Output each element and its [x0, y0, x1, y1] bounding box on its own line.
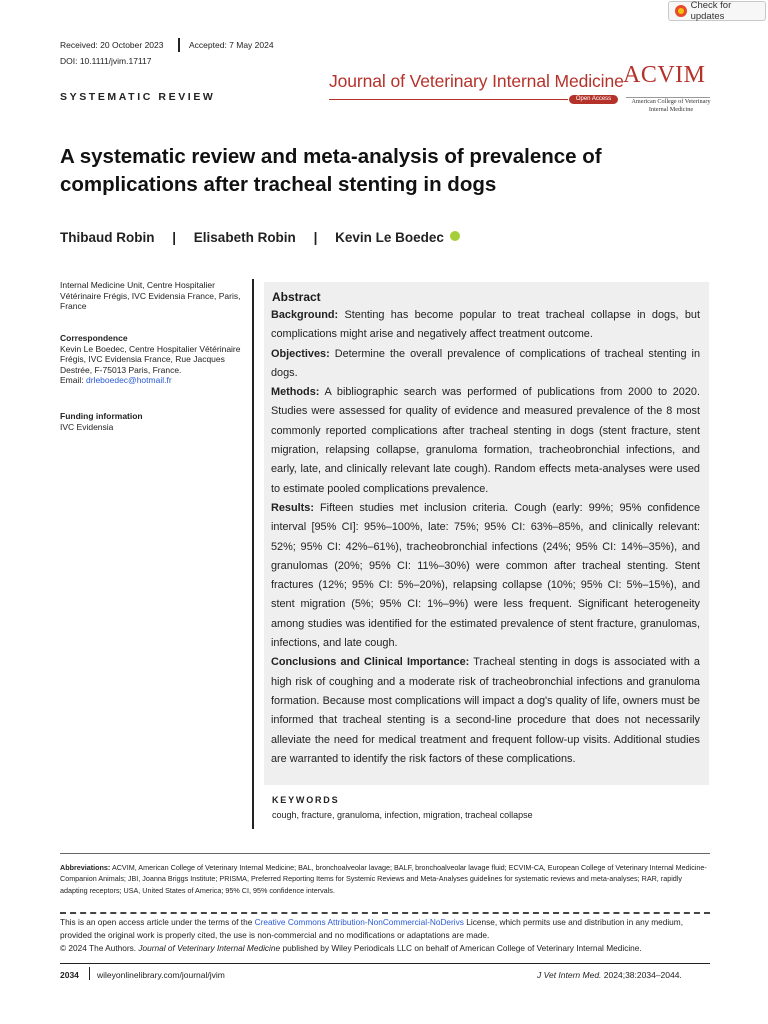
- accepted-date: Accepted: 7 May 2024: [189, 40, 274, 50]
- abstract-body: [271, 306, 700, 769]
- license-divider: [60, 912, 710, 914]
- results-text: Fifteen studies met inclusion criteria. Cough (early: 99%; 95% confidence interval [95% CI]: 95%–100%, late: 75%; 95% CI: 63%–85%, and clinically relevant: 52%; 95% CI: 42%–61%), tracheobronchial infections (24%; 95% CI: 14%–35%), and granulomas (20%; 95% CI: 11%–30%) were common after tracheal stenting. Stent fractures (12%; 95% CI: 5%–20%), relapsing collapse (10%; 95% CI: 5%–15%), and stent migration (5%; 95% CI: 1%–9%) were less frequent. Significant heterogeneity among studies was identified for the estimated prevalence of stent fracture, granulomas, infections, and late cough.: [271, 501, 701, 650]
- abbreviations-rule: [60, 853, 710, 854]
- journal-name: Journal of Veterinary Internal Medicine: [329, 71, 624, 91]
- footer-rule: [60, 963, 710, 964]
- keywords-list: cough, fracture, granuloma, infection, migration, tracheal collapse: [272, 810, 533, 820]
- column-divider: [252, 279, 254, 829]
- page-number: 2034: [60, 970, 79, 980]
- meta-divider: [178, 38, 180, 52]
- keywords-heading: KEYWORDS: [272, 795, 340, 805]
- license-link[interactable]: Creative Commons Attribution-NonCommercial-NoDerivs: [254, 917, 464, 927]
- author-name[interactable]: Elisabeth Robin: [193, 230, 296, 245]
- acvim-subtitle: American College of Veterinary Internal Medicine: [631, 98, 711, 113]
- abstract-conclusions: [271, 653, 700, 769]
- objectives-label: Objectives:: [271, 347, 330, 360]
- crossmark-icon: [675, 5, 687, 17]
- copyright-post: published by Wiley Periodicals LLC on behalf of American College of Veterinary Internal Medicine.: [282, 943, 642, 954]
- author-name[interactable]: Thibaud Robin: [60, 230, 155, 245]
- abstract-results: [271, 499, 700, 653]
- abstract-background: [271, 306, 700, 345]
- correspondence-label: Correspondence: [60, 333, 128, 343]
- email-label: Email:: [60, 375, 84, 386]
- journal-rule: [329, 99, 568, 100]
- citation: [537, 970, 682, 980]
- orcid-icon[interactable]: [450, 231, 460, 241]
- email-link[interactable]: drleboedec@hotmail.fr: [86, 375, 172, 386]
- check-for-updates-button[interactable]: [668, 1, 766, 21]
- funding-label: Funding information: [60, 411, 143, 421]
- funding: [60, 411, 250, 432]
- abbreviations-text: ACVIM, American College of Veterinary Internal Medicine; BAL, bronchoalveolar lavage; BALF, bronchoalveolar lavage fluid; ECVIM-CA, European College of Veterinary Internal Medicine-Companion Animals; JBI, Joanna Briggs Institute; PRISMA, Preferred Reporting Items for Systemic Reviews and Meta-Analyses guidelines for systematic reviews and meta-analyses; RAR, rapidly adapting receptors; USA, United States of America; 95% CI, 95% confidence intervals.: [60, 863, 707, 895]
- author-name[interactable]: Kevin Le Boedec: [335, 230, 444, 245]
- author-list: [60, 230, 460, 245]
- affiliation: Internal Medicine Unit, Centre Hospitalier Vétérinaire Frégis, IVC Evidensia France, Paris, France: [60, 280, 241, 312]
- methods-text: A bibliographic search was performed of publications from 2000 to 2020. Studies were assessed for quality of evidence and measured prevalence of the 8 most commonly reported complications after tracheal stenting in dogs (stent fracture, stent migration, relapsing collapse, granuloma formation, tracheobronchial infections, and early, late, and clinically relevant late cough). Random effects meta-analyses were used to estimate pooled complications prevalence.: [271, 386, 700, 495]
- journal-url-link[interactable]: wileyonlinelibrary.com/journal/jvim: [97, 970, 225, 980]
- citation-rest: 2024;38:2034–2044.: [603, 970, 682, 980]
- abstract-objectives: [271, 345, 700, 384]
- abbreviations: [60, 862, 710, 896]
- funding-text: IVC Evidensia: [60, 421, 114, 432]
- license: [60, 916, 710, 956]
- correspondence-text: Kevin Le Boedec, Centre Hospitalier Vétérinaire Frégis, IVC Evidensia France, Rue Jacques Destrée, F-75013 Paris, France.: [60, 343, 241, 375]
- acvim-logo: ACVIM: [623, 62, 706, 88]
- copyright-pre: © 2024 The Authors.: [60, 943, 137, 954]
- abbreviations-label: Abbreviations:: [60, 863, 111, 872]
- footer-divider: [89, 967, 90, 980]
- correspondence: [60, 333, 250, 386]
- open-access-badge: Open Access: [569, 95, 618, 104]
- background-text: Stenting has become popular to treat tracheal collapse in dogs, but complications might arise and negatively affect treatment outcome.: [271, 309, 700, 341]
- article-title: A systematic review and meta-analysis of prevalence of complications after tracheal stenting in dogs: [60, 145, 602, 196]
- copyright-journal: Journal of Veterinary Internal Medicine: [138, 943, 281, 954]
- author-separator: |: [172, 230, 177, 245]
- results-label: Results:: [271, 501, 314, 514]
- abstract-methods: [271, 383, 700, 499]
- doi: DOI: 10.1111/jvim.17117: [60, 56, 152, 66]
- citation-journal: J Vet Intern Med.: [537, 970, 602, 980]
- license-post: License, which permits use and distribution in any medium, provided the original work is properly cited, the use is non-commercial and no modifications or adaptations are made.: [60, 917, 684, 941]
- background-label: Background:: [271, 309, 339, 321]
- conclusions-text: Tracheal stenting in dogs is associated with a high risk of coughing and a moderate risk of tracheobronchial infections and granuloma formation. Because most complications will impact a dog's quality of life, owners must be informed that tracheal stenting is a second-line procedure that does not necessarily alleviate the need for medical treatment and frequent follow-up visits. Additional studies are warranted to identify the risk factors of these complications.: [271, 656, 700, 765]
- objectives-text: Determine the overall prevalence of complications of tracheal stenting in dogs.: [271, 347, 700, 379]
- check-for-updates-label: Check for updates: [690, 0, 732, 22]
- section-label: SYSTEMATIC REVIEW: [60, 91, 216, 103]
- conclusions-label: Conclusions and Clinical Importance:: [271, 656, 470, 669]
- license-pre: This is an open access article under the terms of the: [60, 917, 253, 927]
- methods-label: Methods:: [271, 386, 320, 399]
- author-separator: |: [313, 230, 318, 245]
- abstract-heading: Abstract: [272, 290, 321, 304]
- received-date: Received: 20 October 2023: [60, 40, 164, 50]
